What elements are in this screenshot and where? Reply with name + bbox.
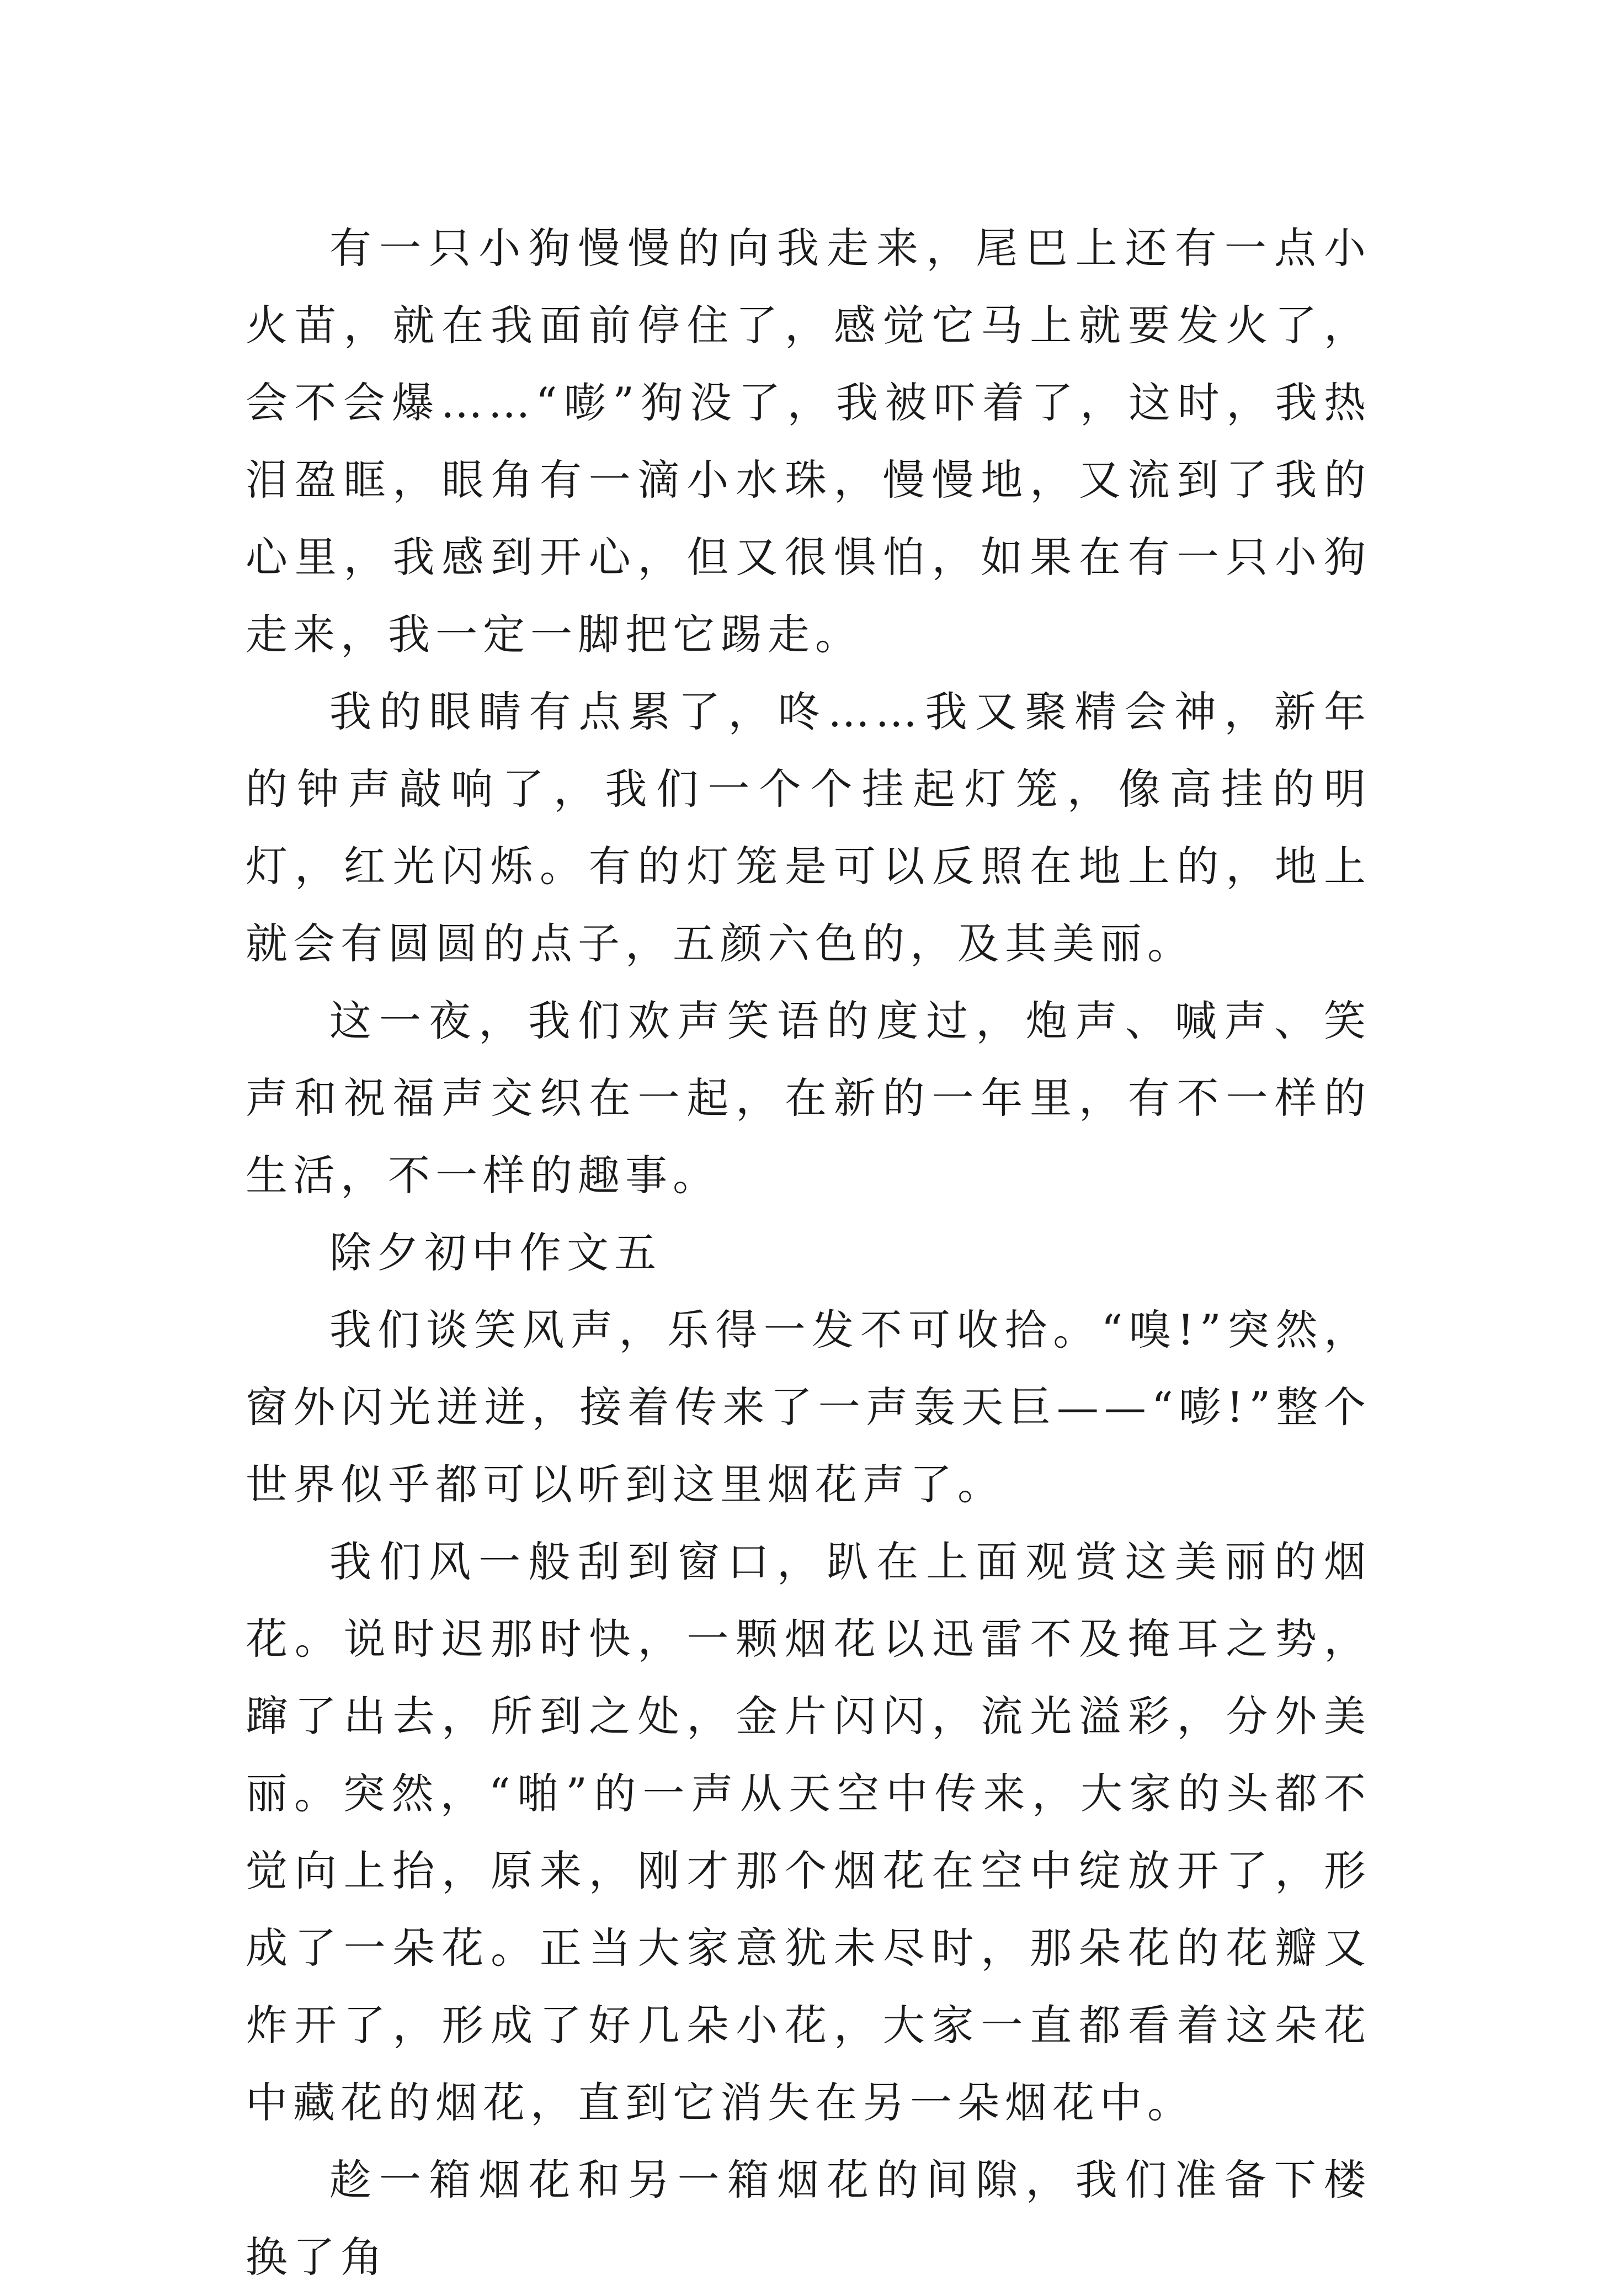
document-body [246,210,1371,2296]
section-heading: 除夕初中作文五 [329,1228,662,1277]
paragraph-laughter: 我们谈笑风声，乐得一发不可收拾。“嗅!”突然，窗外闪光迸迸，接着传来了一声轰天巨——“嘭!”整个世界似乎都可以听到这里烟花声了。 [246,1305,1371,1509]
paragraph-fireworks: 我们风一般刮到窗口，趴在上面观赏这美丽的烟花。说时迟那时快，一颗烟花以迅雷不及掩耳之势，蹿了出去，所到之处，金片闪闪，流光溢彩，分外美丽。突然，“啪”的一声从天空中传来，大家的头都不觉向上抬，原来，刚才那个烟花在空中绽放开了，形成了一朵花。正当大家意犹未尽时，那朵花的花瓣又炸开了，形成了好几朵小花，大家一直都看着这朵花中藏花的烟花，直到它消失在另一朵烟花中。 [246,1537,1371,2127]
paragraph-night: 这一夜，我们欢声笑语的度过，炮声、喊声、笑声和祝福声交织在一起，在新的一年里，有不一样的生活，不一样的趣事。 [246,996,1371,1200]
paragraph-lanterns: 我的眼睛有点累了，咚……我又聚精会神，新年的钟声敲响了，我们一个个挂起灯笼，像高挂的明灯，红光闪烁。有的灯笼是可以反照在地上的，地上就会有圆圆的点子，五颜六色的，及其美丽。 [246,687,1371,968]
paragraph-downstairs: 趁一箱烟花和另一箱烟花的间隙，我们准备下楼换了角 [246,2155,1371,2282]
paragraph-puppy: 有一只小狗慢慢的向我走来，尾巴上还有一点小火苗，就在我面前停住了，感觉它马上就要发火了，会不会爆……“嘭”狗没了，我被吓着了，这时，我热泪盈眶，眼角有一滴小水珠，慢慢地，又流到了我的心里，我感到开心，但又很惧怕，如果在有一只小狗走来，我一定一脚把它踢走。 [246,224,1371,659]
